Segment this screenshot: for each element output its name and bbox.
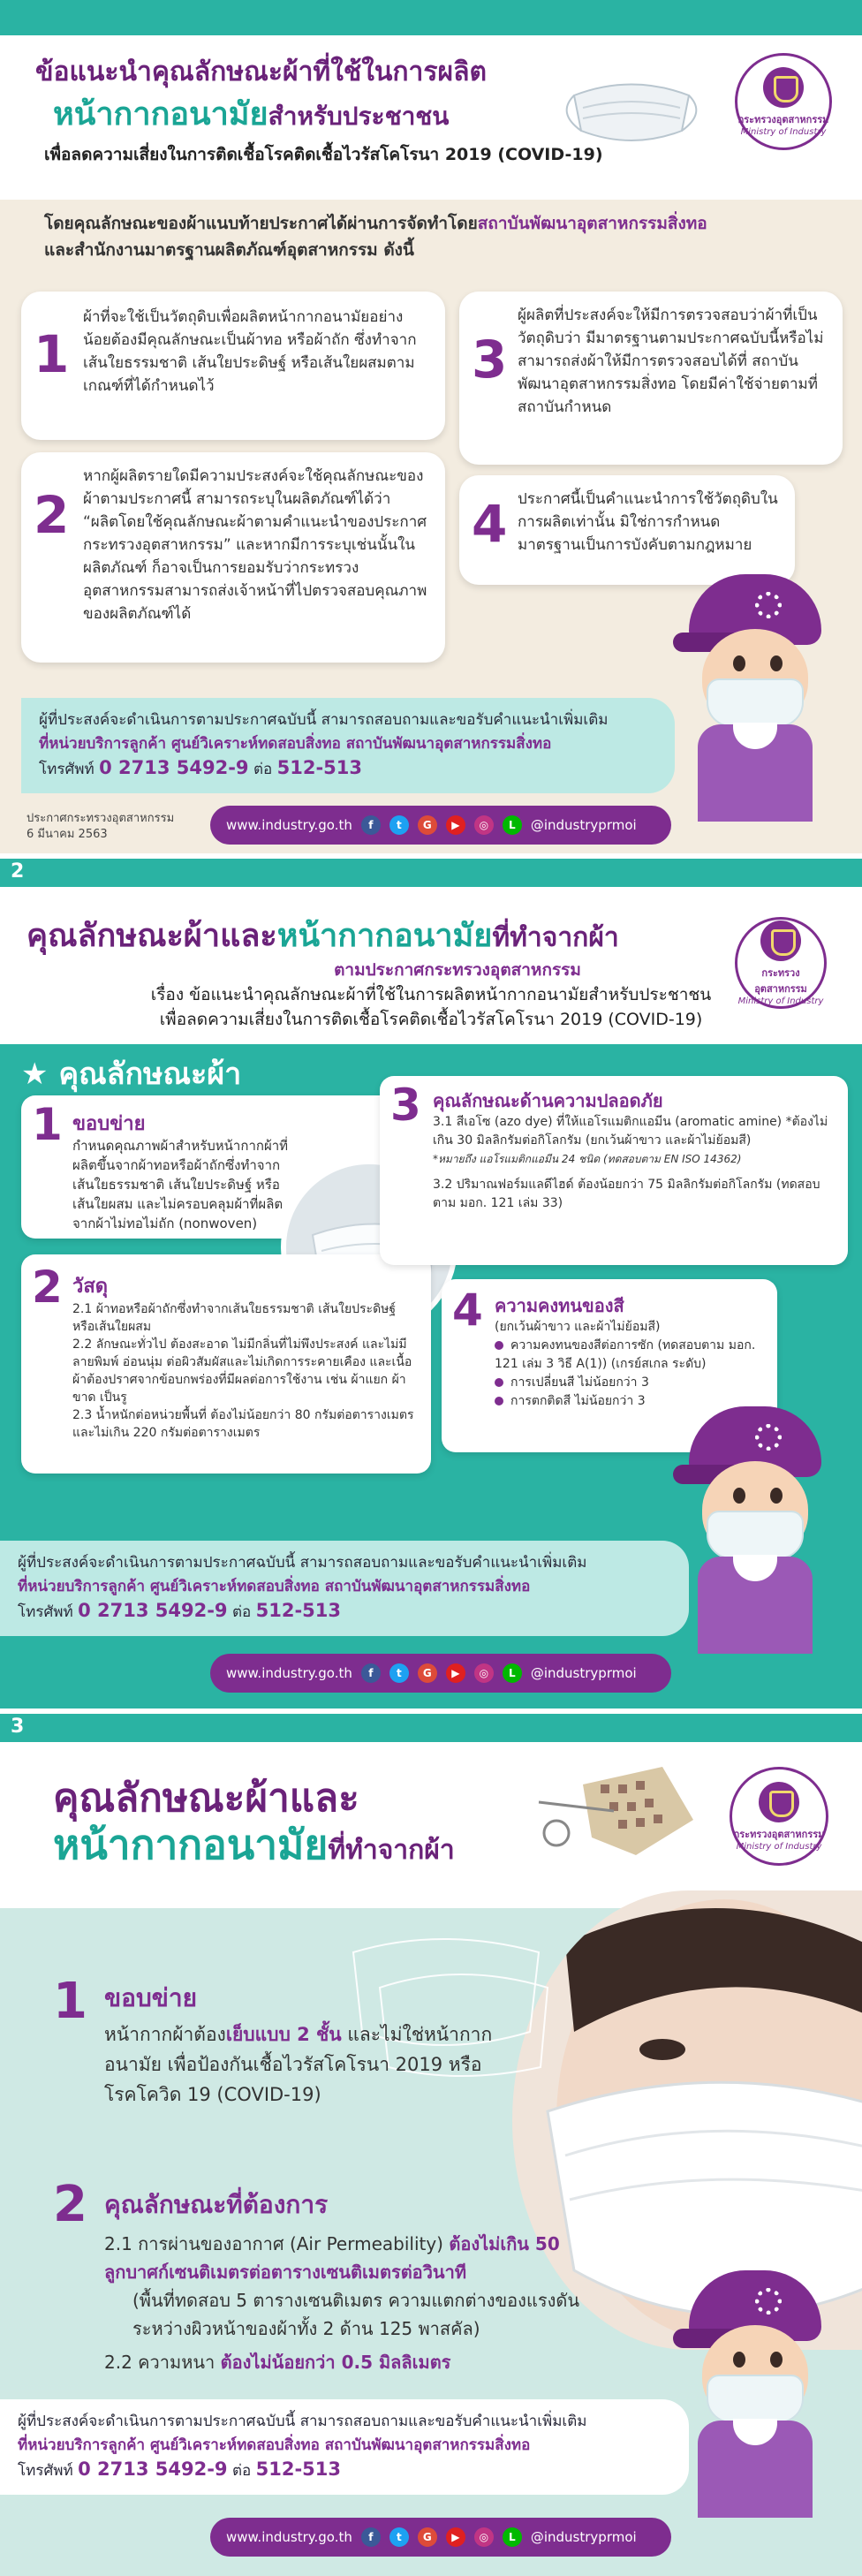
bullet-icon	[495, 1341, 503, 1350]
card-subtext: (ยกเว้นผ้าขาว และผ้าไม่ย้อมสี)	[495, 1320, 661, 1334]
item-number: 1	[53, 1973, 87, 2030]
social-bar	[210, 1654, 671, 1693]
mascot-mask	[707, 1511, 804, 1559]
mascot-mask	[707, 678, 804, 727]
phone-label: โทรศัพท์	[18, 1603, 73, 1621]
youtube-icon[interactable]: ▶	[446, 1663, 465, 1683]
card-heading: วัสดุ	[72, 1276, 109, 1298]
bullet-icon	[495, 1378, 503, 1387]
website-link[interactable]: www.industry.go.th	[226, 2529, 352, 2545]
ministry-logo	[735, 53, 832, 150]
mascot-boy-illustration	[671, 2270, 848, 2535]
panel-1-top-strip	[0, 0, 862, 35]
card-heading: ความคงทนของสี	[495, 1295, 624, 1316]
spec-thickness-label: 2.2 ความหนา	[104, 2352, 216, 2373]
phone-number[interactable]: 0 2713 5492-9	[99, 757, 249, 778]
logo-text-en: Ministry of Industry	[737, 996, 824, 1006]
mascot-boy-illustration	[671, 574, 848, 839]
card-list	[433, 1113, 830, 1213]
contact-line2: ที่หน่วยบริการลูกค้า ศูนย์วิเคราะห์ทดสอบสิ่งทอ สถาบันพัฒนาอุตสาหกรรมสิ่งทอ	[18, 1578, 531, 1595]
card-text: กำหนดคุณภาพผ้าสำหรับหน้ากากผ้าที่ผลิตขึ้นจากผ้าทอหรือผ้าถักซึ่งทำจากเส้นใยธรรมชาติ เส้นใยประดิษฐ์ หรือเส้นใยผสม และไม่ครอบคลุมผ้าที่ผลิตจากผ้าไม่ทอไม่ถัก (nonwoven)	[72, 1138, 289, 1231]
facebook-icon[interactable]: f	[361, 1663, 381, 1683]
card-list	[495, 1318, 768, 1411]
announce-title: ประกาศกระทรวงอุตสาหกรรม	[26, 812, 175, 825]
panel-1-title-line3: เพื่อลดความเสี่ยงในการติดเชื้อโรคติดเชื้อไวรัสโคโรนา 2019 (COVID-19)	[44, 145, 603, 164]
panel-3	[0, 1714, 862, 2576]
contact-phone-row	[18, 1599, 671, 1625]
card-number: 3	[390, 1080, 421, 1131]
panel-2-card-3	[380, 1076, 848, 1265]
panel-2-card-2	[21, 1254, 431, 1474]
item-heading: ขอบข่าย	[104, 1983, 197, 2012]
item-text: หากผู้ผลิตรายใดมีความประสงค์จะใช้คุณลักษณะของผ้าตามประกาศนี้ สามารถระบุในผลิตภัณฑ์ได้ว่า “ผลิตโดยใช้คุณลักษณะผ้าตามคำแนะนำของประกาศกระทรวงอุตสาหกรรม” และหากมีการระบุเช่นนั้นในผลิตภัณฑ์ ก็อาจเป็นการยอมรับว่ากระทรวงอุตสาหกรรมสามารถส่งเจ้าหน้าที่ไปตรวจสอบคุณภาพของผลิตภัณฑ์ได้	[83, 467, 427, 623]
logo-text-th: กระทรวงอุตสาหกรรม	[737, 113, 829, 125]
item-list	[104, 2230, 616, 2376]
intro-institute: สถาบันพัฒนาอุตสาหกรรมสิ่งทอ	[477, 214, 707, 233]
logo-text-en: Ministry of Industry	[740, 126, 827, 137]
spec-air-note: (พื้นที่ทดสอบ 5 ตารางเซนติเมตร ความแตกต่างของแรงดันระหว่างผิวหน้าของผ้าทั้ง 2 ด้าน 125 พาสคัล)	[132, 2290, 580, 2339]
title-mask-word: หน้ากากอนามัย	[53, 96, 268, 133]
item-text-a: หน้ากากผ้าต้อง	[104, 2024, 226, 2045]
title-part-b: หน้ากากอนามัย	[276, 918, 493, 954]
logo-text-en: Ministry of Industry	[736, 1841, 822, 1852]
twitter-icon[interactable]: t	[389, 2527, 409, 2547]
phone-label: โทรศัพท์	[39, 761, 95, 778]
title-part-b: หน้ากากอนามัย	[53, 1821, 329, 1868]
announce-date: 6 มีนาคม 2563	[26, 828, 108, 841]
google-plus-icon[interactable]: G	[418, 815, 437, 835]
intro-part-d: ดังนี้	[383, 240, 414, 260]
twitter-icon[interactable]: t	[389, 1663, 409, 1683]
panel-2-title	[26, 910, 619, 960]
ministry-seal-icon	[763, 67, 804, 108]
panel-1-item-3	[459, 292, 843, 465]
sewing-fabric-illustration	[530, 1749, 698, 1873]
list-item: ความคงทนของสีต่อการซัก (ทดสอบตาม มอก. 121 เล่ม 3 วิธี A(1)) (เกรย์สเกล ระดับ)	[495, 1338, 756, 1371]
spec-thickness-value: ต้องไม่น้อยกว่า 0.5 มิลลิเมตร	[220, 2352, 451, 2373]
list-item: 2.3 น้ำหนักต่อหน่วยพื้นที่ ต้องไม่น้อยกว่า 80 กรัมต่อตารางเมตร และไม่เกิน 220 กรัมต่อตารางเมตร	[72, 1408, 414, 1440]
mascot-boy-illustration	[671, 1406, 848, 1671]
card-number: 1	[32, 1099, 63, 1150]
subtitle-line1: ตามประกาศกระทรวงอุตสาหกรรม	[334, 960, 581, 980]
phone-ext: 512-513	[276, 757, 362, 778]
logo-text-th: กระทรวงอุตสาหกรรม	[733, 1828, 825, 1840]
panel-2-subtitle	[0, 958, 862, 1032]
title-for-public: สำหรับประชาชน	[268, 102, 450, 131]
contact-line1: ผู้ที่ประสงค์จะดำเนินการตามประกาศฉบับนี้ สามารถสอบถามและขอรับคำแนะนำเพิ่มเติม	[18, 1554, 587, 1572]
list-item: 2.1 ผ้าทอหรือผ้าถักซึ่งทำจากเส้นใยธรรมชาติ เส้นใยประดิษฐ์ หรือเส้นใยผสม	[72, 1302, 397, 1334]
item-number: 2	[34, 485, 70, 545]
facebook-icon[interactable]: f	[361, 815, 381, 835]
announcement-ref	[26, 811, 174, 843]
list-item: 3.2 ปริมาณฟอร์มแลดีไฮด์ ต้องน้อยกว่า 75 มิลลิกรัมต่อกิโลกรัม (ทดสอบตาม มอก. 121 เล่ม 33)	[433, 1178, 820, 1210]
bullet-icon	[495, 1397, 503, 1405]
contact-line1: ผู้ที่ประสงค์จะดำเนินการตามประกาศฉบับนี้ สามารถสอบถามและขอรับคำแนะนำเพิ่มเติม	[39, 711, 609, 729]
panel-1-item-2	[21, 452, 445, 663]
list-item: การเปลี่ยนสี ไม่น้อยกว่า 3	[510, 1375, 649, 1390]
panel-3-strip	[0, 1714, 862, 1742]
panel-number: 3	[11, 1716, 25, 1738]
item-text	[104, 2019, 493, 2110]
contact-line1: ผู้ที่ประสงค์จะดำเนินการตามประกาศฉบับนี้ สามารถสอบถามและขอรับคำแนะนำเพิ่มเติม	[18, 2413, 587, 2430]
gear-icon	[755, 592, 782, 618]
item-number: 2	[53, 2176, 87, 2233]
item-text-highlight: เย็บแบบ 2 ชั้น	[225, 2024, 342, 2045]
card-heading: ขอบข่าย	[72, 1113, 146, 1135]
logo-text-th: กระทรวงอุตสาหกรรม	[754, 966, 807, 995]
list-item: การตกติดสี ไม่น้อยกว่า 3	[510, 1394, 646, 1408]
phone-ext: 512-513	[255, 1600, 341, 1621]
card-list	[72, 1300, 417, 1442]
card-number: 4	[452, 1284, 483, 1336]
phone-number[interactable]: 0 2713 5492-9	[78, 2459, 228, 2480]
item-heading: คุณลักษณะที่ต้องการ	[104, 2190, 329, 2219]
youtube-icon[interactable]: ▶	[446, 815, 465, 835]
contact-line2: ที่หน่วยบริการลูกค้า ศูนย์วิเคราะห์ทดสอบสิ่งทอ สถาบันพัฒนาอุตสาหกรรมสิ่งทอ	[39, 735, 552, 753]
gear-icon	[755, 1424, 782, 1451]
panel-1-item-1	[21, 292, 445, 440]
social-bar	[210, 806, 671, 845]
mascot-mask	[707, 2375, 804, 2423]
title-part-a: คุณลักษณะผ้าและ	[53, 1776, 359, 1821]
panel-1-title-line2	[53, 88, 449, 139]
item-text: ผ้าที่จะใช้เป็นวัตถุดิบเพื่อผลิตหน้ากากอนามัยอย่างน้อยต้องมีคุณลักษณะเป็นผ้าทอ หรือผ้าถัก ซึ่งทำจากเส้นใยธรรมชาติ เส้นใยประดิษฐ์ หรือเส้นใยผสมตามเกณฑ์ที่ได้กำหนดไว้	[83, 308, 417, 395]
panel-1-item-4	[459, 475, 795, 585]
line-icon[interactable]: L	[503, 1663, 522, 1683]
social-handle[interactable]: @industryprmoi	[530, 1665, 637, 1681]
facebook-icon[interactable]: f	[361, 2527, 381, 2547]
contact-phone-row	[18, 2458, 671, 2483]
panel-3-title	[53, 1776, 455, 1877]
title-part-a: คุณลักษณะผ้าและ	[26, 918, 277, 954]
contact-line2: ที่หน่วยบริการลูกค้า ศูนย์วิเคราะห์ทดสอบสิ่งทอ สถาบันพัฒนาอุตสาหกรรมสิ่งทอ	[18, 2436, 531, 2454]
card-number: 2	[32, 1261, 63, 1313]
section-heading-text: คุณลักษณะผ้า	[58, 1057, 242, 1092]
line-icon[interactable]: L	[503, 2527, 522, 2547]
item-text: ผู้ผลิตที่ประสงค์จะให้มีการตรวจสอบว่าผ้าที่เป็นวัตถุดิบว่า มีมาตรฐานตามประกาศฉบับนี้หรือไม่ สามารถส่งผ้าให้มีการตรวจสอบได้ที่ สถาบันพัฒนาอุตสาหกรรมสิ่งทอ โดยมีค่าใช้จ่ายตามที่สถาบันกำหนด	[518, 307, 824, 416]
contact-box	[0, 2399, 689, 2495]
ext-label: ต่อ	[253, 761, 273, 778]
line-icon[interactable]: L	[503, 815, 522, 835]
list-note: *หมายถึง แอโรแมติกแอมีน 24 ชนิด (ทดสอบตาม EN ISO 14362)	[433, 1153, 742, 1165]
intro-part-c: และสำนักงานมาตรฐานผลิตภัณฑ์อุตสาหกรรม	[44, 240, 378, 260]
youtube-icon[interactable]: ▶	[446, 2527, 465, 2547]
item-number: 4	[472, 494, 508, 554]
instagram-icon[interactable]: ◎	[474, 1663, 494, 1683]
panel-number: 2	[11, 860, 25, 883]
ministry-seal-icon	[759, 1782, 799, 1822]
list-item: 2.2 ลักษณะทั่วไป ต้องสะอาด ไม่มีกลิ่นที่ไม่พึงประสงค์ และไม่มีลายพิมพ์ อ่อนนุ่ม ต่อผิวสัมผัสและไม่เกิดการระคายเคือง และเนื้อผ้าต้องปราศจากข้อบกพร่องที่มีผลต่อการใช้งาน เช่น ผ้าแยก ผ้าขาด เป็นรู	[72, 1337, 412, 1405]
phone-label: โทรศัพท์	[18, 2462, 73, 2480]
section-heading	[21, 1049, 241, 1097]
panel-1	[0, 0, 862, 853]
phone-number[interactable]: 0 2713 5492-9	[78, 1600, 228, 1621]
item-text: ประกาศนี้เป็นคำแนะนำการใช้วัตถุดิบในการผลิตเท่านั้น มิใช่การกำหนดมาตรฐานเป็นการบังคับตามกฎหมาย	[518, 490, 778, 554]
ministry-seal-icon	[760, 921, 801, 961]
star-icon: ★	[21, 1057, 49, 1092]
social-bar	[210, 2518, 671, 2557]
panel-2-strip	[0, 859, 862, 887]
subtitle-line3: เพื่อลดความเสี่ยงในการติดเชื้อโรคติดเชื้อไวรัสโคโรนา 2019 (COVID-19)	[159, 1010, 703, 1029]
website-link[interactable]: www.industry.go.th	[226, 817, 352, 833]
ext-label: ต่อ	[231, 1603, 252, 1621]
instagram-icon[interactable]: ◎	[474, 815, 494, 835]
contact-box	[21, 698, 675, 793]
social-handle[interactable]: @industryprmoi	[530, 2529, 637, 2545]
ext-label: ต่อ	[231, 2462, 252, 2480]
google-plus-icon[interactable]: G	[418, 1663, 437, 1683]
ministry-logo	[730, 1767, 828, 1866]
instagram-icon[interactable]: ◎	[474, 2527, 494, 2547]
contact-phone-row	[39, 756, 657, 782]
twitter-icon[interactable]: t	[389, 815, 409, 835]
panel-1-title-line1: ข้อแนะนำคุณลักษณะผ้าที่ใช้ในการผลิต	[35, 57, 487, 87]
social-handle[interactable]: @industryprmoi	[530, 817, 637, 833]
panel-2	[0, 859, 862, 1708]
list-item: 3.1 สีเอโซ (azo dye) ที่ให้แอโรแมติกแอมีน (aromatic amine) *ต้องไม่เกิน 30 มิลลิกรัมต่อกิโลกรัม (ยกเว้นผ้าขาว และผ้าไม่ย้อมสี)	[433, 1115, 828, 1148]
panel-1-intro	[44, 210, 821, 263]
item-number: 1	[34, 324, 70, 384]
title-part-c: ที่ทำจากผ้า	[492, 922, 619, 953]
card-heading: คุณลักษณะด้านความปลอดภัย	[433, 1090, 663, 1111]
spec-air-label: 2.1 การผ่านของอากาศ (Air Permeability)	[104, 2233, 443, 2254]
title-part-c: ที่ทำจากผ้า	[328, 1835, 455, 1866]
face-mask-illustration	[556, 69, 707, 150]
phone-ext: 512-513	[255, 2459, 341, 2480]
gear-icon	[755, 2288, 782, 2315]
intro-part-a: โดยคุณลักษณะของผ้าแนบท้ายประกาศได้ผ่านการจัดทำโดย	[44, 214, 478, 233]
item-number: 3	[472, 330, 508, 390]
website-link[interactable]: www.industry.go.th	[226, 1665, 352, 1681]
spec-air-value: ต้องไม่เกิน 50 ลูกบาศก์เซนติเมตรต่อตารางเซนติเมตรต่อวินาที	[104, 2233, 560, 2283]
item-text-c: และไม่ใช่หน้ากากอนามัย เพื่อป้องกันเชื้อไวรัสโคโรนา 2019 หรือโรคโควิด 19 (COVID-19)	[104, 2024, 493, 2105]
subtitle-line2: เรื่อง ข้อแนะนำคุณลักษณะผ้าที่ใช้ในการผลิตหน้ากากอนามัยสำหรับประชาชน	[150, 985, 712, 1004]
contact-box	[0, 1541, 689, 1636]
google-plus-icon[interactable]: G	[418, 2527, 437, 2547]
